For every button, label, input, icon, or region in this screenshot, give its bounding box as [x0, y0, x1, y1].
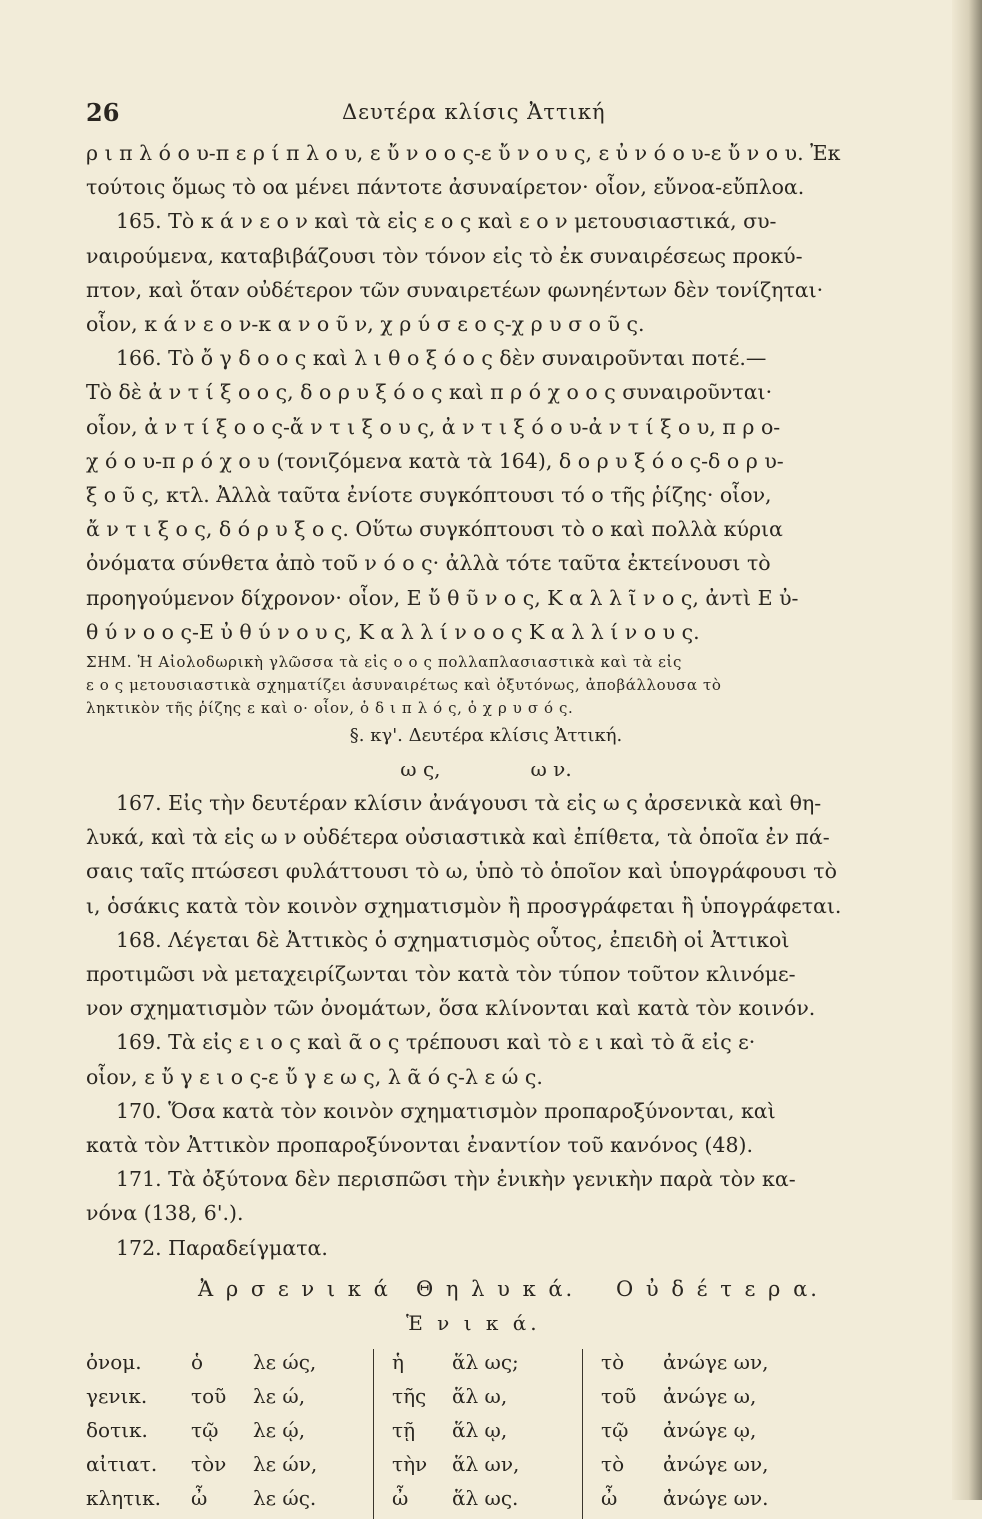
neuter-form: ἀνώγε ων,: [663, 1451, 769, 1476]
case-label: κλητικ.: [86, 1485, 161, 1510]
feminine-form: ἅλ ως;: [452, 1349, 519, 1374]
ending: ω ς,: [400, 757, 441, 782]
feminine-article: τῇ: [374, 1417, 453, 1451]
feminine-article: ἡ: [374, 1349, 453, 1383]
text-line: 165. Τὸ κ ά ν ε ο ν καὶ τὰ εἰς ε ο ς καὶ ε ο ν μετουσιαστικά, συ-: [116, 209, 777, 234]
note-line: ΣΗΜ. Ἡ Αἰολοδωρικὴ γλῶσσα τὰ εἰς ο ο ς πολλαπλασιαστικὰ καὶ τὰ εἰς: [86, 653, 682, 672]
heading-neuter: Ο ὐ δ έ τ ε ρ α.: [616, 1276, 820, 1301]
text-line: κατὰ τὸν Ἀττικὸν προπαροξύνονται ἐναντίον τοῦ κανόνος (48).: [86, 1133, 754, 1158]
neuter-article: τὸ: [583, 1451, 664, 1485]
text-line: πτον, καὶ ὅταν οὐδέτερον τῶν συναιρετέων φωνηέντων δὲν τονίζηται·: [86, 277, 824, 302]
heading-feminine: Θ η λ υ κ ά.: [416, 1276, 576, 1301]
text-line: οἷον, ε ὔ γ ε ι ο ς-ε ὔ γ ε ω ς, λ ᾶ ό ς-λ ε ώ ς.: [86, 1064, 543, 1089]
feminine-article: ὦ: [374, 1485, 453, 1519]
neuter-article: τὸ: [583, 1349, 664, 1383]
masculine-form: λε ών,: [253, 1451, 318, 1476]
text-line: 171. Τὰ ὀξύτονα δὲν περισπῶσι τὴν ἐνικὴν γενικὴν παρὰ τὸν κα-: [116, 1167, 796, 1192]
neuter-form: ἀνώγε ων,: [663, 1349, 769, 1374]
text-line: 172. Παραδείγματα.: [116, 1235, 328, 1260]
feminine-article: τῆς: [374, 1383, 453, 1417]
ending: ω ν.: [530, 757, 572, 782]
text-line: νον σχηματισμὸν τῶν ὀνομάτων, ὅσα κλίνονται καὶ κατὰ τὸν κοινόν.: [86, 996, 816, 1021]
table-row: [86, 1349, 813, 1383]
masculine-article: τὸν: [191, 1451, 227, 1476]
masculine-article: τῷ: [191, 1417, 219, 1442]
table-row: [86, 1383, 813, 1417]
text-line: ναιρούμενα, καταβιβάζουσι τὸν τόνον εἰς τὸ ἐκ συναιρέσεως προκύ-: [86, 243, 803, 268]
text-line: χ ό ο υ-π ρ ό χ ο υ (τονιζόμενα κατὰ τὰ 164), δ ο ρ υ ξ ό ο ς-δ ο ρ υ-: [86, 448, 784, 473]
heading-masculine: Ἀ ρ σ ε ν ι κ ά: [198, 1276, 391, 1301]
page-title: Δευτέρα κλίσις Ἀττική: [342, 100, 606, 124]
text-line: 168. Λέγεται δὲ Ἀττικὸς ὁ σχηματισμὸς οὗτος, ἐπειδὴ οἱ Ἀττικοὶ: [116, 927, 790, 952]
text-line: 167. Εἰς τὴν δευτέραν κλίσιν ἀνάγουσι τὰ εἰς ω ς ἀρσενικὰ καὶ θη-: [116, 791, 822, 816]
masculine-article: ὦ: [191, 1485, 208, 1510]
endings-row: [86, 752, 886, 786]
body-text: [86, 136, 886, 649]
table-row: [86, 1485, 813, 1519]
neuter-article: τῷ: [583, 1417, 664, 1451]
section-heading: §. κγ'. Δευτέρα κλίσις Ἀττική.: [349, 725, 623, 747]
neuter-article: ὦ: [583, 1485, 664, 1519]
neuter-form: ἀνώγε ων.: [663, 1485, 769, 1510]
text-line: νόνα (138, 6'.).: [86, 1201, 244, 1226]
note-line: ε ο ς μετουσιαστικὰ σχηματίζει ἀσυναιρέτως καὶ ὀξυτόνως, ἀποβάλλουσα τὸ: [86, 676, 722, 695]
feminine-form: ἅλ ω,: [452, 1383, 508, 1408]
text-line: ἄ ν τ ι ξ ο ς, δ ό ρ υ ξ ο ς. Οὕτω συγκόπτουσι τὸ ο καὶ πολλὰ κύρια: [86, 517, 783, 542]
masculine-form: λε ώ,: [253, 1383, 306, 1408]
feminine-form: ἅλ ῳ,: [452, 1417, 508, 1442]
text-line: Τὸ δὲ ἀ ν τ ί ξ ο ο ς, δ ο ρ υ ξ ό ο ς καὶ π ρ ό χ ο ο ς συναιροῦνται·: [86, 380, 773, 405]
masculine-form: λε ώς.: [253, 1485, 317, 1510]
case-label: ὀνομ.: [86, 1349, 142, 1374]
page-edge: [952, 0, 982, 1500]
case-label: γενικ.: [86, 1383, 148, 1408]
text-line: 166. Τὸ ὄ γ δ ο ο ς καὶ λ ι θ ο ξ ό ο ς δὲν συναιροῦνται ποτέ.—: [116, 346, 767, 371]
book-page: [86, 92, 886, 1519]
text-line: 170. Ὅσα κατὰ τὸν κοινὸν σχηματισμὸν προπαροξύνονται, καὶ: [116, 1098, 776, 1123]
feminine-form: ἅλ ως.: [452, 1485, 519, 1510]
text-line: ξ ο ῦ ς, κτλ. Ἀλλὰ ταῦτα ἐνίοτε συγκόπτουσι τό ο τῆς ῥίζης· οἷον,: [86, 483, 772, 508]
text-line: λυκά, καὶ τὰ εἰς ω ν οὐδέτερα οὐσιαστικὰ καὶ ἐπίθετα, τὰ ὁποῖα ἐν πά-: [86, 825, 830, 850]
neuter-form: ἀνώγε ω,: [663, 1383, 757, 1408]
text-line: ι, ὁσάκις κατὰ τὸν κοινὸν σχηματισμὸν ἢ προσγράφεται ἢ ὑπογράφεται.: [86, 893, 842, 918]
text-line: ρ ι π λ ό ο υ-π ε ρ ί π λ ο υ, ε ὔ ν ο ο ς-ε ὔ ν ο υ ς, ε ὐ ν ό ο υ-ε ὔ ν ο υ. Ἐκ: [86, 141, 841, 165]
text-line: οἷον, ἀ ν τ ί ξ ο ο ς-ἄ ν τ ι ξ ο υ ς, ἀ ν τ ι ξ ό ο υ-ἀ ν τ ί ξ ο υ, π ρ ο-: [86, 414, 781, 439]
note-block: [86, 651, 886, 720]
feminine-form: ἅλ ων,: [452, 1451, 520, 1476]
note-line: ληκτικὸν τῆς ῥίζης ε καὶ ο· οἷον, ὁ δ ι π λ ό ς, ὁ χ ρ υ σ ό ς.: [86, 699, 574, 718]
masculine-article: ὁ: [191, 1349, 204, 1374]
text-line: ὀνόματα σύνθετα ἀπὸ τοῦ ν ό ο ς· ἀλλὰ τότε ταῦτα ἐκτείνουσι τὸ: [86, 551, 771, 576]
table-row: [86, 1417, 813, 1451]
case-label: αἰτιατ.: [86, 1451, 158, 1476]
masculine-form: λε ῴ,: [253, 1417, 306, 1442]
declension-table: [86, 1349, 813, 1519]
neuter-form: ἀνώγε ῳ,: [663, 1417, 757, 1442]
examples-headings: [86, 1271, 886, 1307]
text-line: τούτοις ὅμως τὸ οα μένει πάντοτε ἀσυναίρετον· οἷον, εὔνοα-εὔπλοα.: [86, 175, 805, 200]
text-line: οἷον, κ ά ν ε ο ν-κ α ν ο ῦ ν, χ ρ ύ σ ε ο ς-χ ρ υ σ ο ῦ ς.: [86, 312, 645, 337]
text-line: προηγούμενον δίχρονον· οἷον, Ε ὔ θ ῦ ν ο ς, Κ α λ λ ῖ ν ο ς, ἀντὶ Ε ὐ-: [86, 585, 799, 610]
page-header: [86, 92, 886, 132]
number-heading: Ἑ ν ι κ ά.: [406, 1310, 541, 1335]
table-row: [86, 1451, 813, 1485]
text-line: σαις ταῖς πτώσεσι φυλάττουσι τὸ ω, ὑπὸ τὸ ὁποῖον καὶ ὑπογράφουσι τὸ: [86, 859, 837, 884]
text-line: προτιμῶσι νὰ μεταχειρίζωνται τὸν κατὰ τὸν τύπον τοῦτον κλινόμε-: [86, 962, 796, 987]
text-line: 169. Τὰ εἰς ε ι ο ς καὶ ᾶ ο ς τρέπουσι καὶ τὸ ε ι καὶ τὸ ᾶ εἰς ε·: [116, 1030, 756, 1055]
masculine-form: λε ώς,: [253, 1349, 317, 1374]
feminine-article: τὴν: [374, 1451, 453, 1485]
masculine-article: τοῦ: [191, 1383, 227, 1408]
text-line: θ ύ ν ο ο ς-Ε ὐ θ ύ ν ο υ ς, Κ α λ λ ί ν ο ο ς Κ α λ λ ί ν ο υ ς.: [86, 619, 700, 644]
page-number: 26: [86, 97, 120, 127]
neuter-article: τοῦ: [583, 1383, 664, 1417]
body-text-2: [86, 786, 886, 1265]
case-label: δοτικ.: [86, 1417, 148, 1442]
